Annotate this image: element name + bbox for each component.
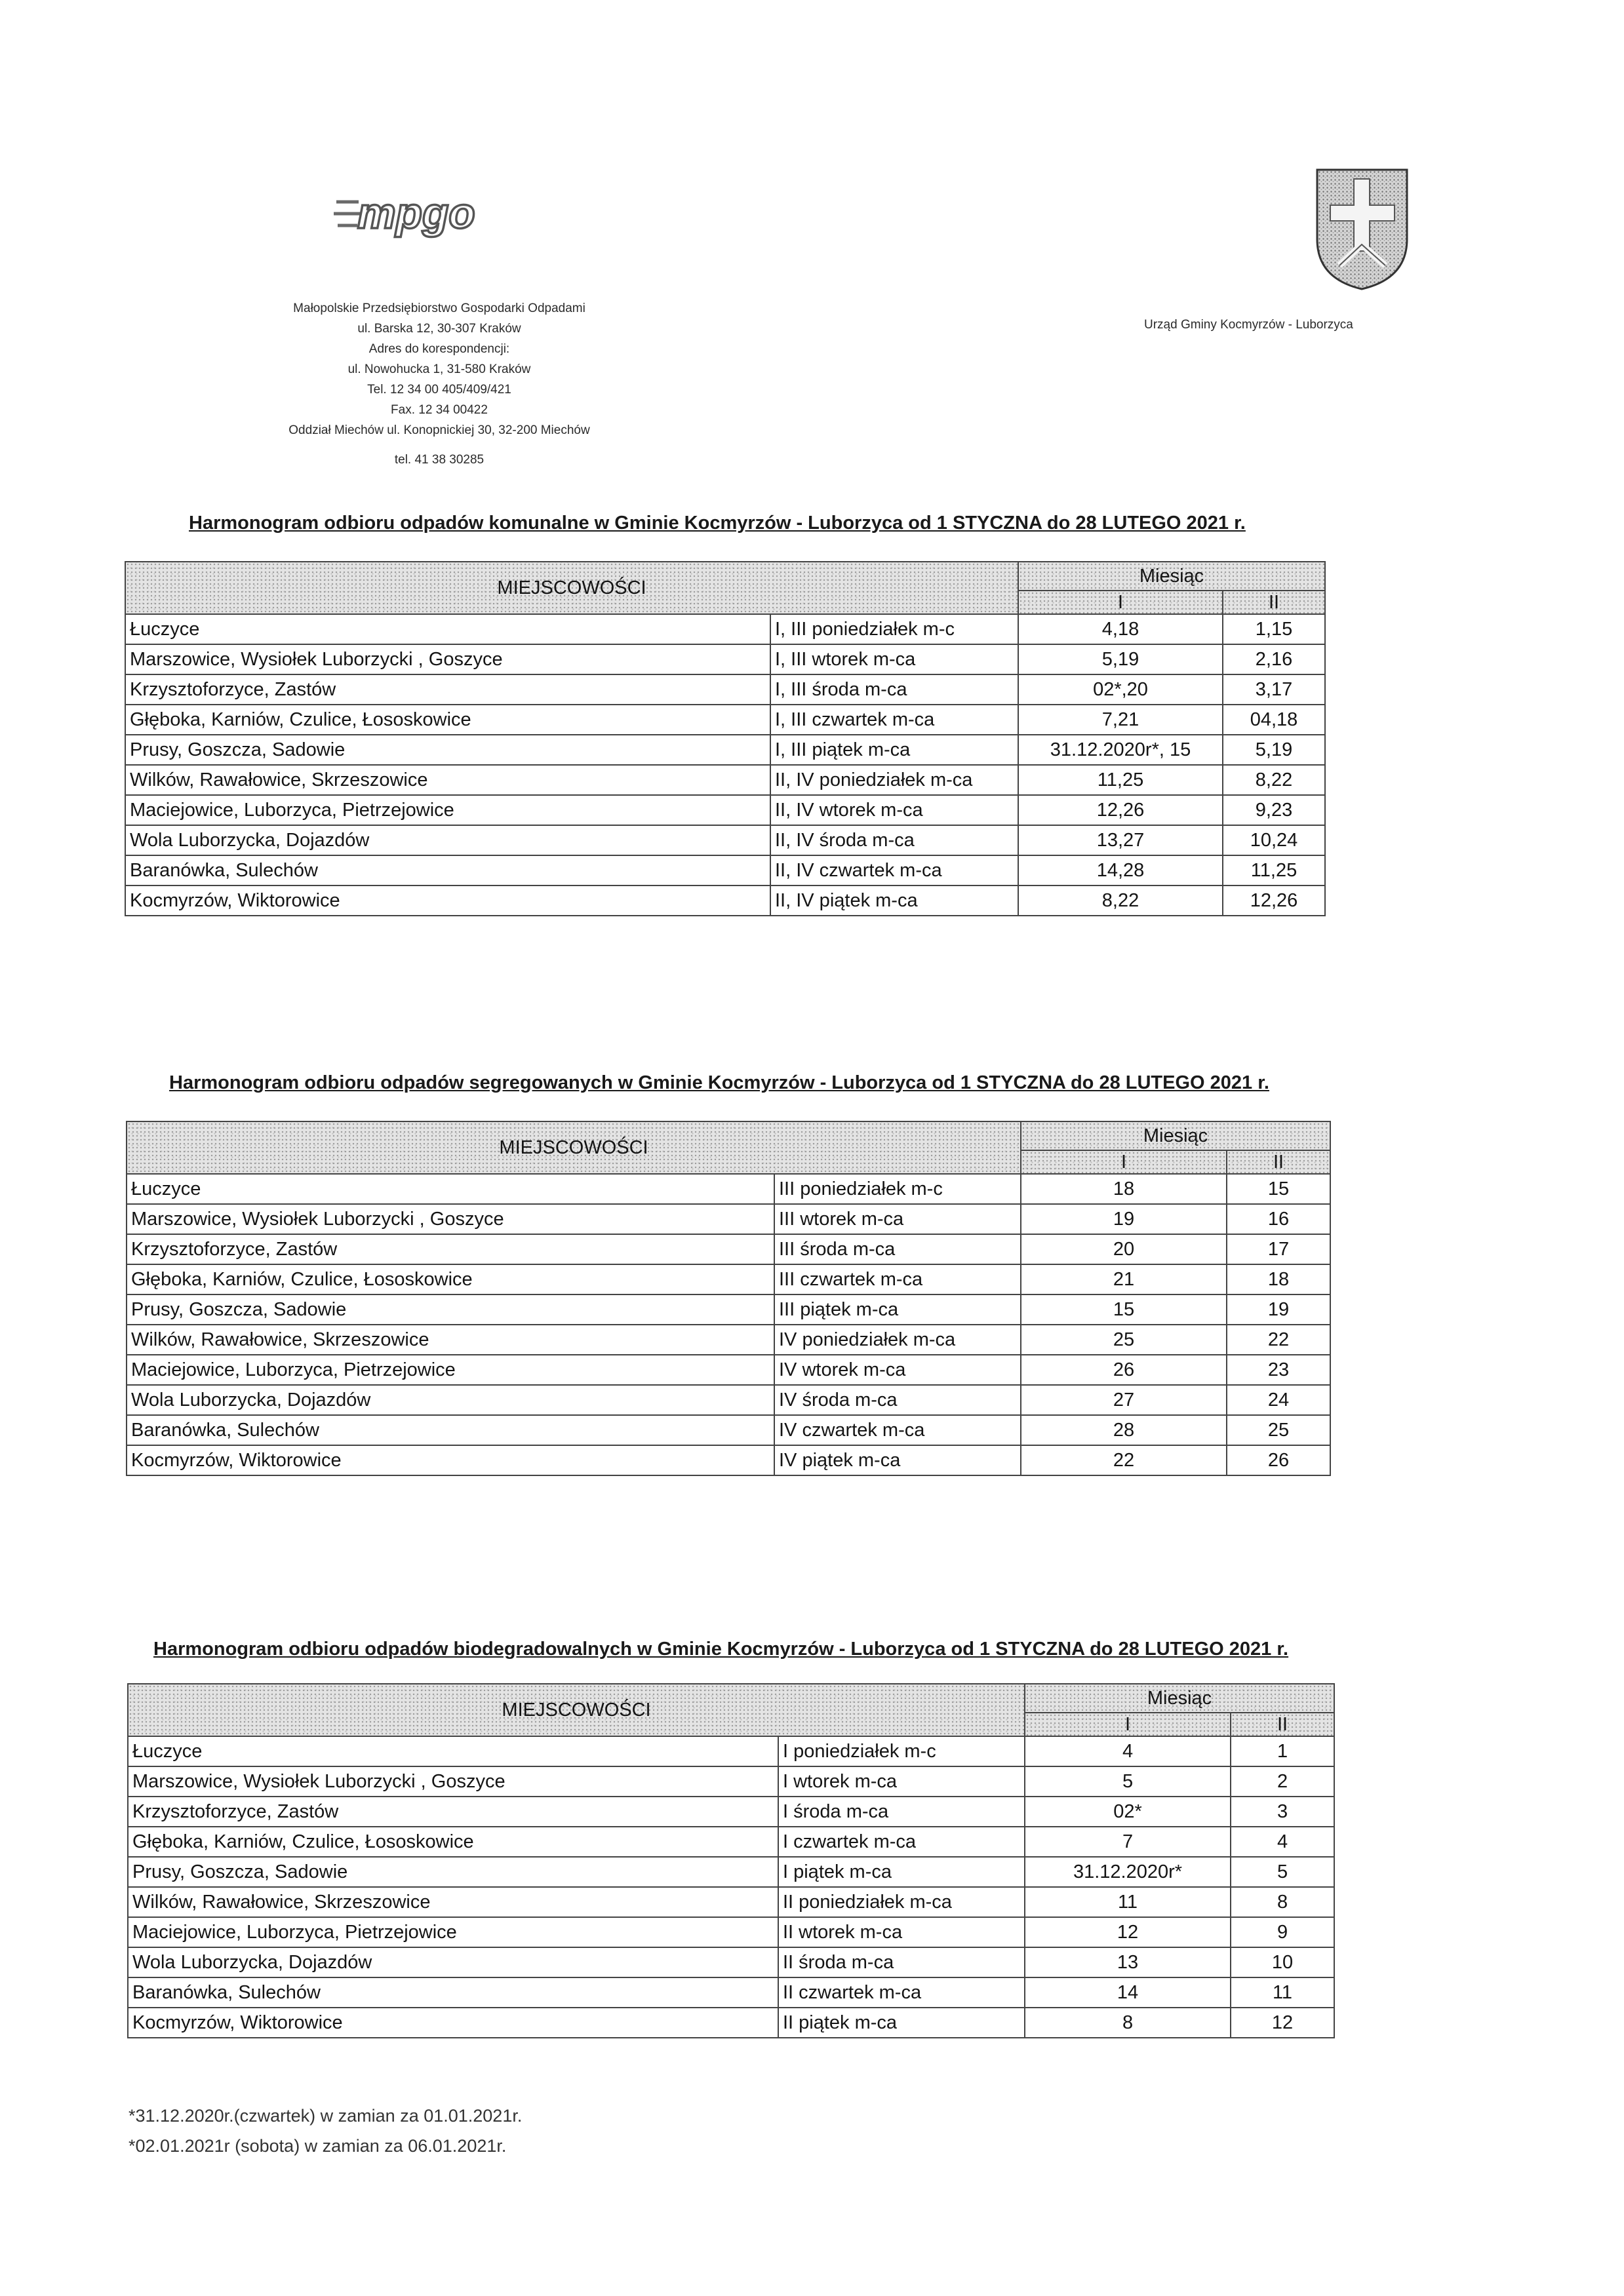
place-cell: Głęboka, Karniów, Czulice, Łososkowice <box>127 1264 774 1294</box>
header-month-1: I <box>1021 1150 1227 1174</box>
collection-day-cell: III czwartek m-ca <box>774 1264 1021 1294</box>
table-body-segregated <box>127 1174 1330 1475</box>
header-month-1: I <box>1018 591 1223 614</box>
schedule-table-municipal <box>125 561 1326 916</box>
place-cell: Marszowice, Wysiołek Luborzycki , Goszyce <box>128 1766 778 1797</box>
month-1-dates-cell: 8 <box>1025 2008 1231 2038</box>
month-1-dates-cell: 26 <box>1021 1355 1227 1385</box>
month-1-dates-cell: 02* <box>1025 1797 1231 1827</box>
table-body-biodegradable <box>128 1736 1334 2038</box>
place-cell: Marszowice, Wysiołek Luborzycki , Goszyce <box>127 1204 774 1234</box>
month-1-dates-cell: 4 <box>1025 1736 1231 1766</box>
table-row <box>128 1887 1334 1917</box>
table-row <box>125 705 1325 735</box>
collection-day-cell: II środa m-ca <box>778 1947 1025 1977</box>
month-1-dates-cell: 14,28 <box>1018 855 1223 885</box>
month-1-dates-cell: 11 <box>1025 1887 1231 1917</box>
month-2-dates-cell: 04,18 <box>1223 705 1325 735</box>
month-2-dates-cell: 17 <box>1227 1234 1330 1264</box>
table-row <box>127 1355 1330 1385</box>
place-cell: Krzysztoforzyce, Zastów <box>127 1234 774 1264</box>
footnotes <box>129 2101 522 2161</box>
place-cell: Prusy, Goszcza, Sadowie <box>128 1857 778 1887</box>
month-1-dates-cell: 12 <box>1025 1917 1231 1947</box>
month-1-dates-cell: 13,27 <box>1018 825 1223 855</box>
table-row <box>128 1827 1334 1857</box>
month-1-dates-cell: 12,26 <box>1018 795 1223 825</box>
month-2-dates-cell: 2,16 <box>1223 644 1325 674</box>
company-phone: Tel. 12 34 00 405/409/421 <box>367 383 511 397</box>
month-2-dates-cell: 4 <box>1231 1827 1334 1857</box>
table-row <box>125 765 1325 795</box>
collection-day-cell: II, IV piątek m-ca <box>770 885 1018 916</box>
month-1-dates-cell: 25 <box>1021 1325 1227 1355</box>
table-row <box>127 1234 1330 1264</box>
place-cell: Łuczyce <box>125 614 770 644</box>
month-2-dates-cell: 11,25 <box>1223 855 1325 885</box>
footnote-2: *02.01.2021r (sobota) w zamian za 06.01.2021r. <box>129 2136 507 2156</box>
month-2-dates-cell: 3 <box>1231 1797 1334 1827</box>
month-1-dates-cell: 02*,20 <box>1018 674 1223 705</box>
month-2-dates-cell: 5,19 <box>1223 735 1325 765</box>
place-cell: Głęboka, Karniów, Czulice, Łososkowice <box>125 705 770 735</box>
place-cell: Wola Luborzycka, Dojazdów <box>127 1385 774 1415</box>
collection-day-cell: I, III piątek m-ca <box>770 735 1018 765</box>
table-row <box>127 1174 1330 1204</box>
collection-day-cell: II, IV środa m-ca <box>770 825 1018 855</box>
table-row <box>125 795 1325 825</box>
month-2-dates-cell: 15 <box>1227 1174 1330 1204</box>
collection-day-cell: II piątek m-ca <box>778 2008 1025 2038</box>
table-row <box>128 2008 1334 2038</box>
place-cell: Kocmyrzów, Wiktorowice <box>128 2008 778 2038</box>
month-2-dates-cell: 8 <box>1231 1887 1334 1917</box>
month-1-dates-cell: 21 <box>1021 1264 1227 1294</box>
table-row <box>125 885 1325 916</box>
month-2-dates-cell: 25 <box>1227 1415 1330 1445</box>
month-2-dates-cell: 23 <box>1227 1355 1330 1385</box>
month-2-dates-cell: 9,23 <box>1223 795 1325 825</box>
table-row <box>128 1797 1334 1827</box>
place-cell: Baranówka, Sulechów <box>125 855 770 885</box>
collection-day-cell: I piątek m-ca <box>778 1857 1025 1887</box>
collection-day-cell: III piątek m-ca <box>774 1294 1021 1325</box>
table-row <box>128 1917 1334 1947</box>
table-row <box>125 614 1325 644</box>
correspondence-label: Adres do korespondencji: <box>368 342 510 356</box>
collection-day-cell: III poniedziałek m-c <box>774 1174 1021 1204</box>
collection-day-cell: I, III środa m-ca <box>770 674 1018 705</box>
month-1-dates-cell: 27 <box>1021 1385 1227 1415</box>
month-1-dates-cell: 7,21 <box>1018 705 1223 735</box>
table-row <box>127 1415 1330 1445</box>
header-month-1: I <box>1025 1713 1231 1736</box>
mpgo-logo <box>331 185 521 244</box>
month-1-dates-cell: 5,19 <box>1018 644 1223 674</box>
schedule-title-municipal: Harmonogram odbioru odpadów komunalne w Gminie Kocmyrzów - Luborzyca od 1 STYCZNA do 28 LUTEGO 2021 r. <box>189 513 1246 534</box>
schedule-title-segregated: Harmonogram odbioru odpadów segregowanych w Gminie Kocmyrzów - Luborzyca od 1 STYCZNA do 28 LUTEGO 2021 r. <box>169 1072 1269 1093</box>
month-2-dates-cell: 5 <box>1231 1857 1334 1887</box>
place-cell: Kocmyrzów, Wiktorowice <box>125 885 770 916</box>
month-2-dates-cell: 1 <box>1231 1736 1334 1766</box>
table-row <box>125 855 1325 885</box>
schedule-table-biodegradable <box>127 1683 1335 2038</box>
month-1-dates-cell: 31.12.2020r* <box>1025 1857 1231 1887</box>
month-2-dates-cell: 10,24 <box>1223 825 1325 855</box>
header-places: MIEJSCOWOŚCI <box>127 1121 1021 1174</box>
collection-day-cell: IV wtorek m-ca <box>774 1355 1021 1385</box>
collection-day-cell: I czwartek m-ca <box>778 1827 1025 1857</box>
month-1-dates-cell: 7 <box>1025 1827 1231 1857</box>
collection-day-cell: II poniedziałek m-ca <box>778 1887 1025 1917</box>
table-row <box>128 1977 1334 2008</box>
place-cell: Maciejowice, Luborzyca, Pietrzejowice <box>127 1355 774 1385</box>
month-1-dates-cell: 28 <box>1021 1415 1227 1445</box>
gmina-office-label: Urząd Gminy Kocmyrzów - Luborzyca <box>1144 318 1353 332</box>
table-row <box>127 1445 1330 1475</box>
collection-day-cell: III wtorek m-ca <box>774 1204 1021 1234</box>
month-2-dates-cell: 12 <box>1231 2008 1334 2038</box>
place-cell: Wilków, Rawałowice, Skrzeszowice <box>125 765 770 795</box>
coat-of-arms-icon <box>1315 167 1410 292</box>
table-row <box>127 1294 1330 1325</box>
table-row <box>127 1264 1330 1294</box>
table-row <box>125 825 1325 855</box>
branch-address: Oddział Miechów ul. Konopnickiej 30, 32-200 Miechów <box>288 423 590 437</box>
collection-day-cell: IV środa m-ca <box>774 1385 1021 1415</box>
header-month: Miesiąc <box>1018 562 1325 591</box>
month-1-dates-cell: 18 <box>1021 1174 1227 1204</box>
place-cell: Łuczyce <box>127 1174 774 1204</box>
month-2-dates-cell: 22 <box>1227 1325 1330 1355</box>
place-cell: Baranówka, Sulechów <box>128 1977 778 2008</box>
header-month-2: II <box>1223 591 1325 614</box>
collection-day-cell: II, IV poniedziałek m-ca <box>770 765 1018 795</box>
month-2-dates-cell: 1,15 <box>1223 614 1325 644</box>
month-1-dates-cell: 13 <box>1025 1947 1231 1977</box>
place-cell: Krzysztoforzyce, Zastów <box>128 1797 778 1827</box>
place-cell: Wilków, Rawałowice, Skrzeszowice <box>127 1325 774 1355</box>
schedule-title-biodegradable: Harmonogram odbioru odpadów biodegradowalnych w Gminie Kocmyrzów - Luborzyca od 1 STYCZNA do 28 LUTEGO 2021 r. <box>153 1639 1289 1660</box>
collection-day-cell: IV piątek m-ca <box>774 1445 1021 1475</box>
month-1-dates-cell: 5 <box>1025 1766 1231 1797</box>
collection-day-cell: I, III wtorek m-ca <box>770 644 1018 674</box>
header-month: Miesiąc <box>1021 1121 1330 1150</box>
month-2-dates-cell: 9 <box>1231 1917 1334 1947</box>
place-cell: Maciejowice, Luborzyca, Pietrzejowice <box>125 795 770 825</box>
month-2-dates-cell: 19 <box>1227 1294 1330 1325</box>
table-header-row <box>125 562 1325 591</box>
schedule-table-segregated <box>126 1121 1331 1476</box>
table-row <box>128 1947 1334 1977</box>
place-cell: Maciejowice, Luborzyca, Pietrzejowice <box>128 1917 778 1947</box>
table-row <box>125 735 1325 765</box>
footnote-1: *31.12.2020r.(czwartek) w zamian za 01.01.2021r. <box>129 2106 523 2126</box>
place-cell: Marszowice, Wysiołek Luborzycki , Goszyce <box>125 644 770 674</box>
collection-day-cell: I, III poniedziałek m-c <box>770 614 1018 644</box>
collection-day-cell: I poniedziałek m-c <box>778 1736 1025 1766</box>
company-name: Małopolskie Przedsiębiorstwo Gospodarki Odpadami <box>293 302 585 315</box>
correspondence-street: ul. Nowohucka 1, 31-580 Kraków <box>347 362 531 376</box>
month-2-dates-cell: 12,26 <box>1223 885 1325 916</box>
month-2-dates-cell: 11 <box>1231 1977 1334 2008</box>
month-1-dates-cell: 20 <box>1021 1234 1227 1264</box>
month-1-dates-cell: 11,25 <box>1018 765 1223 795</box>
table-row <box>128 1766 1334 1797</box>
table-row <box>128 1857 1334 1887</box>
table-header-row <box>127 1121 1330 1150</box>
collection-day-cell: I wtorek m-ca <box>778 1766 1025 1797</box>
place-cell: Wilków, Rawałowice, Skrzeszowice <box>128 1887 778 1917</box>
month-1-dates-cell: 22 <box>1021 1445 1227 1475</box>
collection-day-cell: II wtorek m-ca <box>778 1917 1025 1947</box>
company-fax: Fax. 12 34 00422 <box>391 403 488 417</box>
collection-day-cell: II, IV czwartek m-ca <box>770 855 1018 885</box>
month-1-dates-cell: 14 <box>1025 1977 1231 2008</box>
month-2-dates-cell: 8,22 <box>1223 765 1325 795</box>
collection-day-cell: IV czwartek m-ca <box>774 1415 1021 1445</box>
month-2-dates-cell: 26 <box>1227 1445 1330 1475</box>
header-places: MIEJSCOWOŚCI <box>125 562 1018 614</box>
collection-day-cell: II czwartek m-ca <box>778 1977 1025 2008</box>
month-2-dates-cell: 18 <box>1227 1264 1330 1294</box>
table-header-row <box>128 1684 1334 1713</box>
month-1-dates-cell: 15 <box>1021 1294 1227 1325</box>
branch-phone: tel. 41 38 30285 <box>394 453 485 467</box>
place-cell: Łuczyce <box>128 1736 778 1766</box>
table-row <box>125 644 1325 674</box>
table-body-municipal <box>125 614 1325 916</box>
place-cell: Krzysztoforzyce, Zastów <box>125 674 770 705</box>
month-2-dates-cell: 2 <box>1231 1766 1334 1797</box>
place-cell: Wola Luborzycka, Dojazdów <box>128 1947 778 1977</box>
company-street: ul. Barska 12, 30-307 Kraków <box>357 322 521 336</box>
month-2-dates-cell: 3,17 <box>1223 674 1325 705</box>
month-2-dates-cell: 24 <box>1227 1385 1330 1415</box>
place-cell: Prusy, Goszcza, Sadowie <box>125 735 770 765</box>
table-row <box>127 1325 1330 1355</box>
table-row <box>127 1385 1330 1415</box>
place-cell: Kocmyrzów, Wiktorowice <box>127 1445 774 1475</box>
place-cell: Prusy, Goszcza, Sadowie <box>127 1294 774 1325</box>
month-2-dates-cell: 10 <box>1231 1947 1334 1977</box>
header-places: MIEJSCOWOŚCI <box>128 1684 1025 1736</box>
month-2-dates-cell: 16 <box>1227 1204 1330 1234</box>
company-address-block <box>216 298 662 470</box>
collection-day-cell: I, III czwartek m-ca <box>770 705 1018 735</box>
month-1-dates-cell: 4,18 <box>1018 614 1223 644</box>
collection-day-cell: III środa m-ca <box>774 1234 1021 1264</box>
place-cell: Baranówka, Sulechów <box>127 1415 774 1445</box>
month-1-dates-cell: 8,22 <box>1018 885 1223 916</box>
table-row <box>127 1204 1330 1234</box>
place-cell: Głęboka, Karniów, Czulice, Łososkowice <box>128 1827 778 1857</box>
header-month-2: II <box>1231 1713 1334 1736</box>
collection-day-cell: I środa m-ca <box>778 1797 1025 1827</box>
place-cell: Wola Luborzycka, Dojazdów <box>125 825 770 855</box>
month-1-dates-cell: 31.12.2020r*, 15 <box>1018 735 1223 765</box>
collection-day-cell: IV poniedziałek m-ca <box>774 1325 1021 1355</box>
collection-day-cell: II, IV wtorek m-ca <box>770 795 1018 825</box>
table-row <box>128 1736 1334 1766</box>
logo-text: mpgo <box>357 189 475 237</box>
header-month-2: II <box>1227 1150 1330 1174</box>
table-row <box>125 674 1325 705</box>
header-month: Miesiąc <box>1025 1684 1334 1713</box>
month-1-dates-cell: 19 <box>1021 1204 1227 1234</box>
